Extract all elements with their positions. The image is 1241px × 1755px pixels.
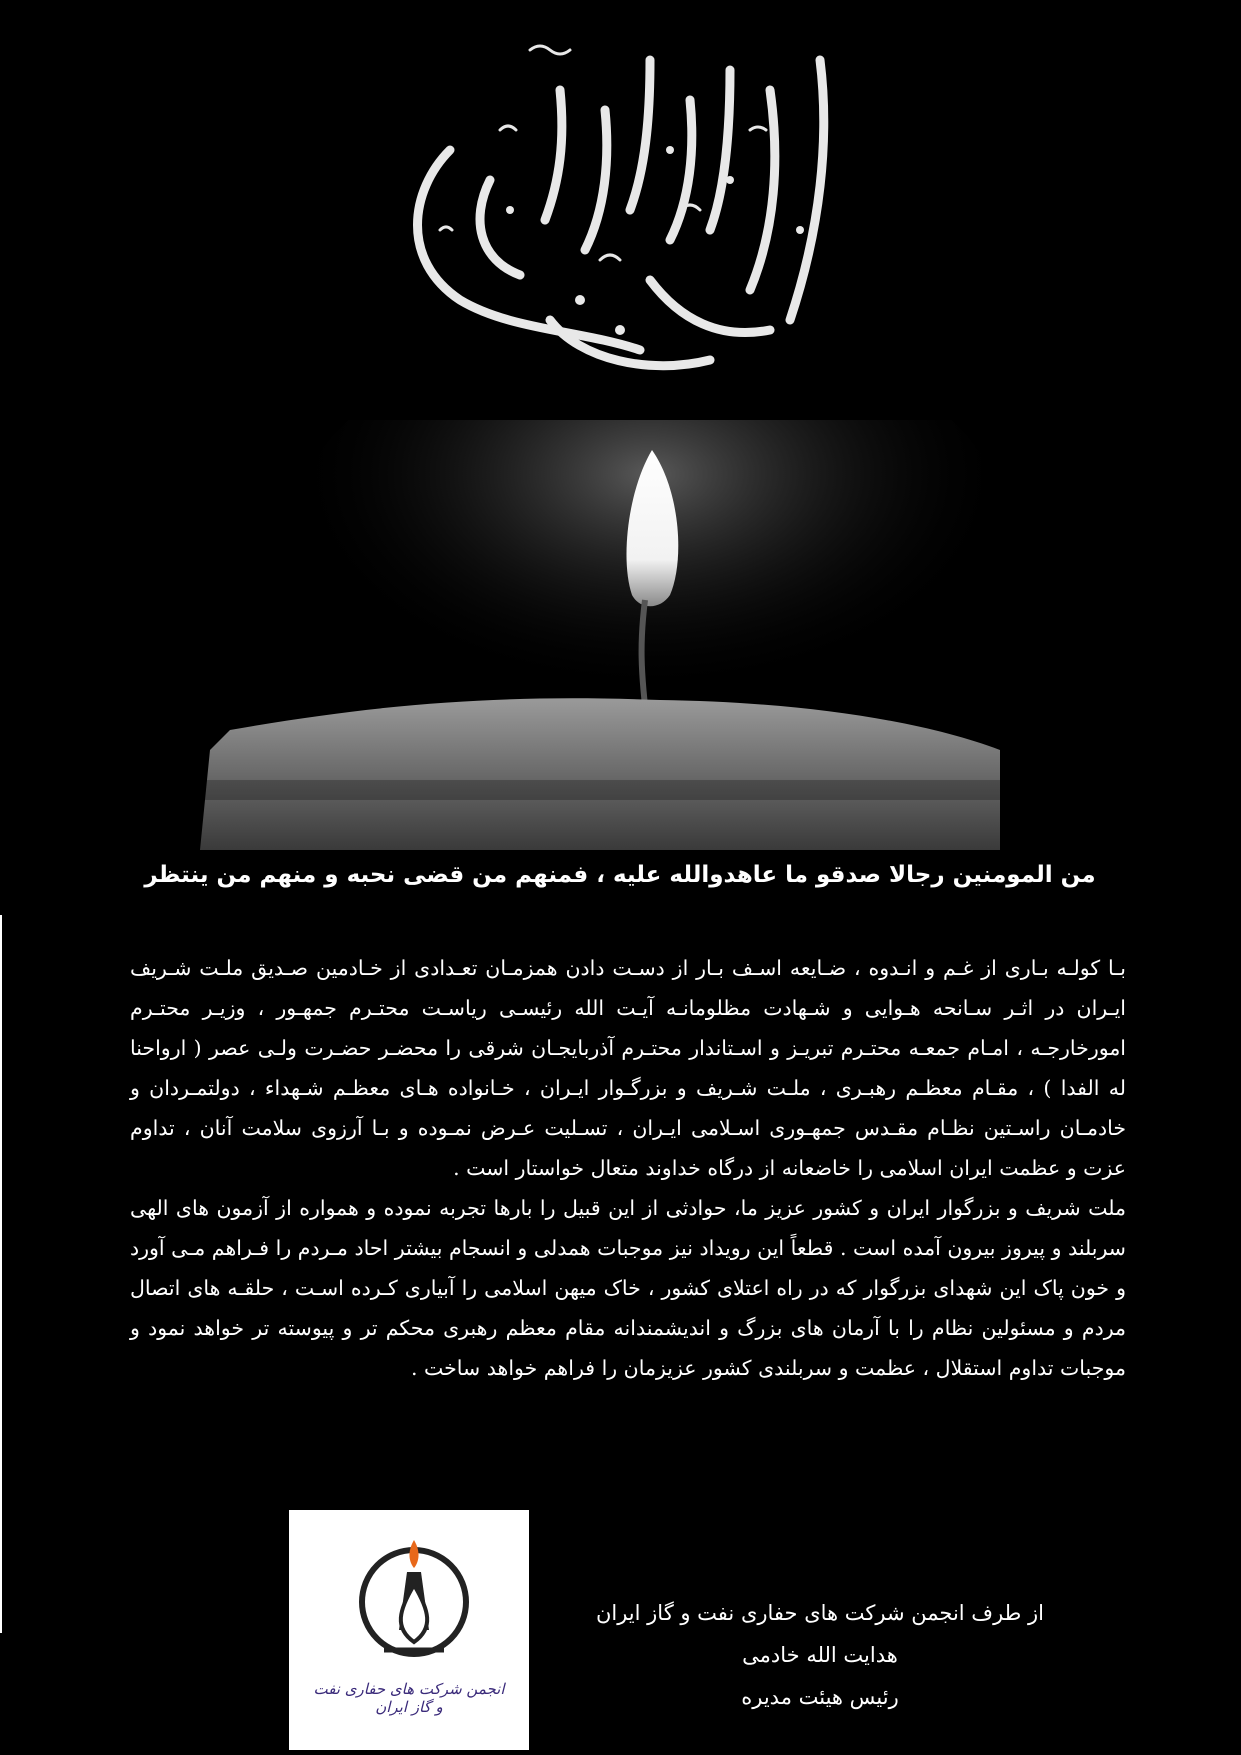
candle-illustration xyxy=(200,420,1000,850)
quran-verse: من المومنین رجالا صدقو ما عاهدوالله علیه ، فمنهم من قضی نحبه و منهم من ینتظر xyxy=(144,862,1096,888)
message-paragraph: ملت شریف و بزرگوار ایران و کشور عزیز ما، حوادثی از این قبیل را بارها تجربه نموده و همواره از آزمون های الهی سربلند و پیروز بیرون آمده است . قطعاً این رویداد نیز موجبات همدلی و انسجام بیشتر احاد مـردم را فـراهم مـی آورد و خون پاک این شهدای بزرگوار که در راه اعتلای کشور ، خاک میهن اسلامی را آبیاری کـرده اسـت ، حلقـه های اتصال مردم و مسئولین نظام را با آرمان های بزرگ و اندیشمندانه مقام معظم رهبری محکم تر و پیوسته تر خواهد نمود و موجبات تداوم استقلال ، عظمت و سربلندی کشور عزیزمان را فراهم خواهد ساخت . xyxy=(130,1196,1126,1380)
association-logo xyxy=(289,1510,529,1750)
logo-caption: انجمن شرکت های حفاری نفت و گاز ایران xyxy=(313,1680,505,1716)
message-paragraph: بـا کولـه بـاری از غـم و انـدوه ، ضـایعه اسـف بـار از دسـت دادن همزمـان تعـدادی از خـادمین صـدیق ملـت شـریف ایـران در اثـر سـانحه هـوایی و شـهادت مظلومانـه آیـت الله رئیسـی ریاسـت محتـرم جمهـور ، وزیـر محتـرم امورخارجـه ، امـام جمعـه محتـرم تبریـز و اسـتاندار محتـرم آذربایجـان شرقی را محضـر حضـرت ولـی عصر ( ارواحنا له الفدا ) ، مقـام معظـم رهبـری ، ملـت شـریف و بزرگـوار ایـران ، خـانواده هـای معظـم شـهداء ، دولتمـردان و خادمـان راسـتین نظـام مقـدس جمهـوری اسـلامی ایـران ، تسـلیت عـرض نمـوده و بـا آرزوی سلامت آنان ، تداوم عزت و عظمت ایران اسلامی را خاضعانه از درگاه خداوند متعال خواستار است . xyxy=(130,956,1126,1180)
calligraphy-emblem xyxy=(350,30,890,390)
signature-title: رئیس هیئت مدیره xyxy=(741,1685,899,1709)
signature-name: هدایت الله خادمی xyxy=(742,1643,898,1667)
signature-organization: از طرف انجمن شرکت های حفاری نفت و گاز ایران xyxy=(595,1601,1045,1625)
left-border-line xyxy=(0,915,2,1633)
condolence-message xyxy=(130,948,1126,1388)
signature-block xyxy=(560,1592,1080,1718)
